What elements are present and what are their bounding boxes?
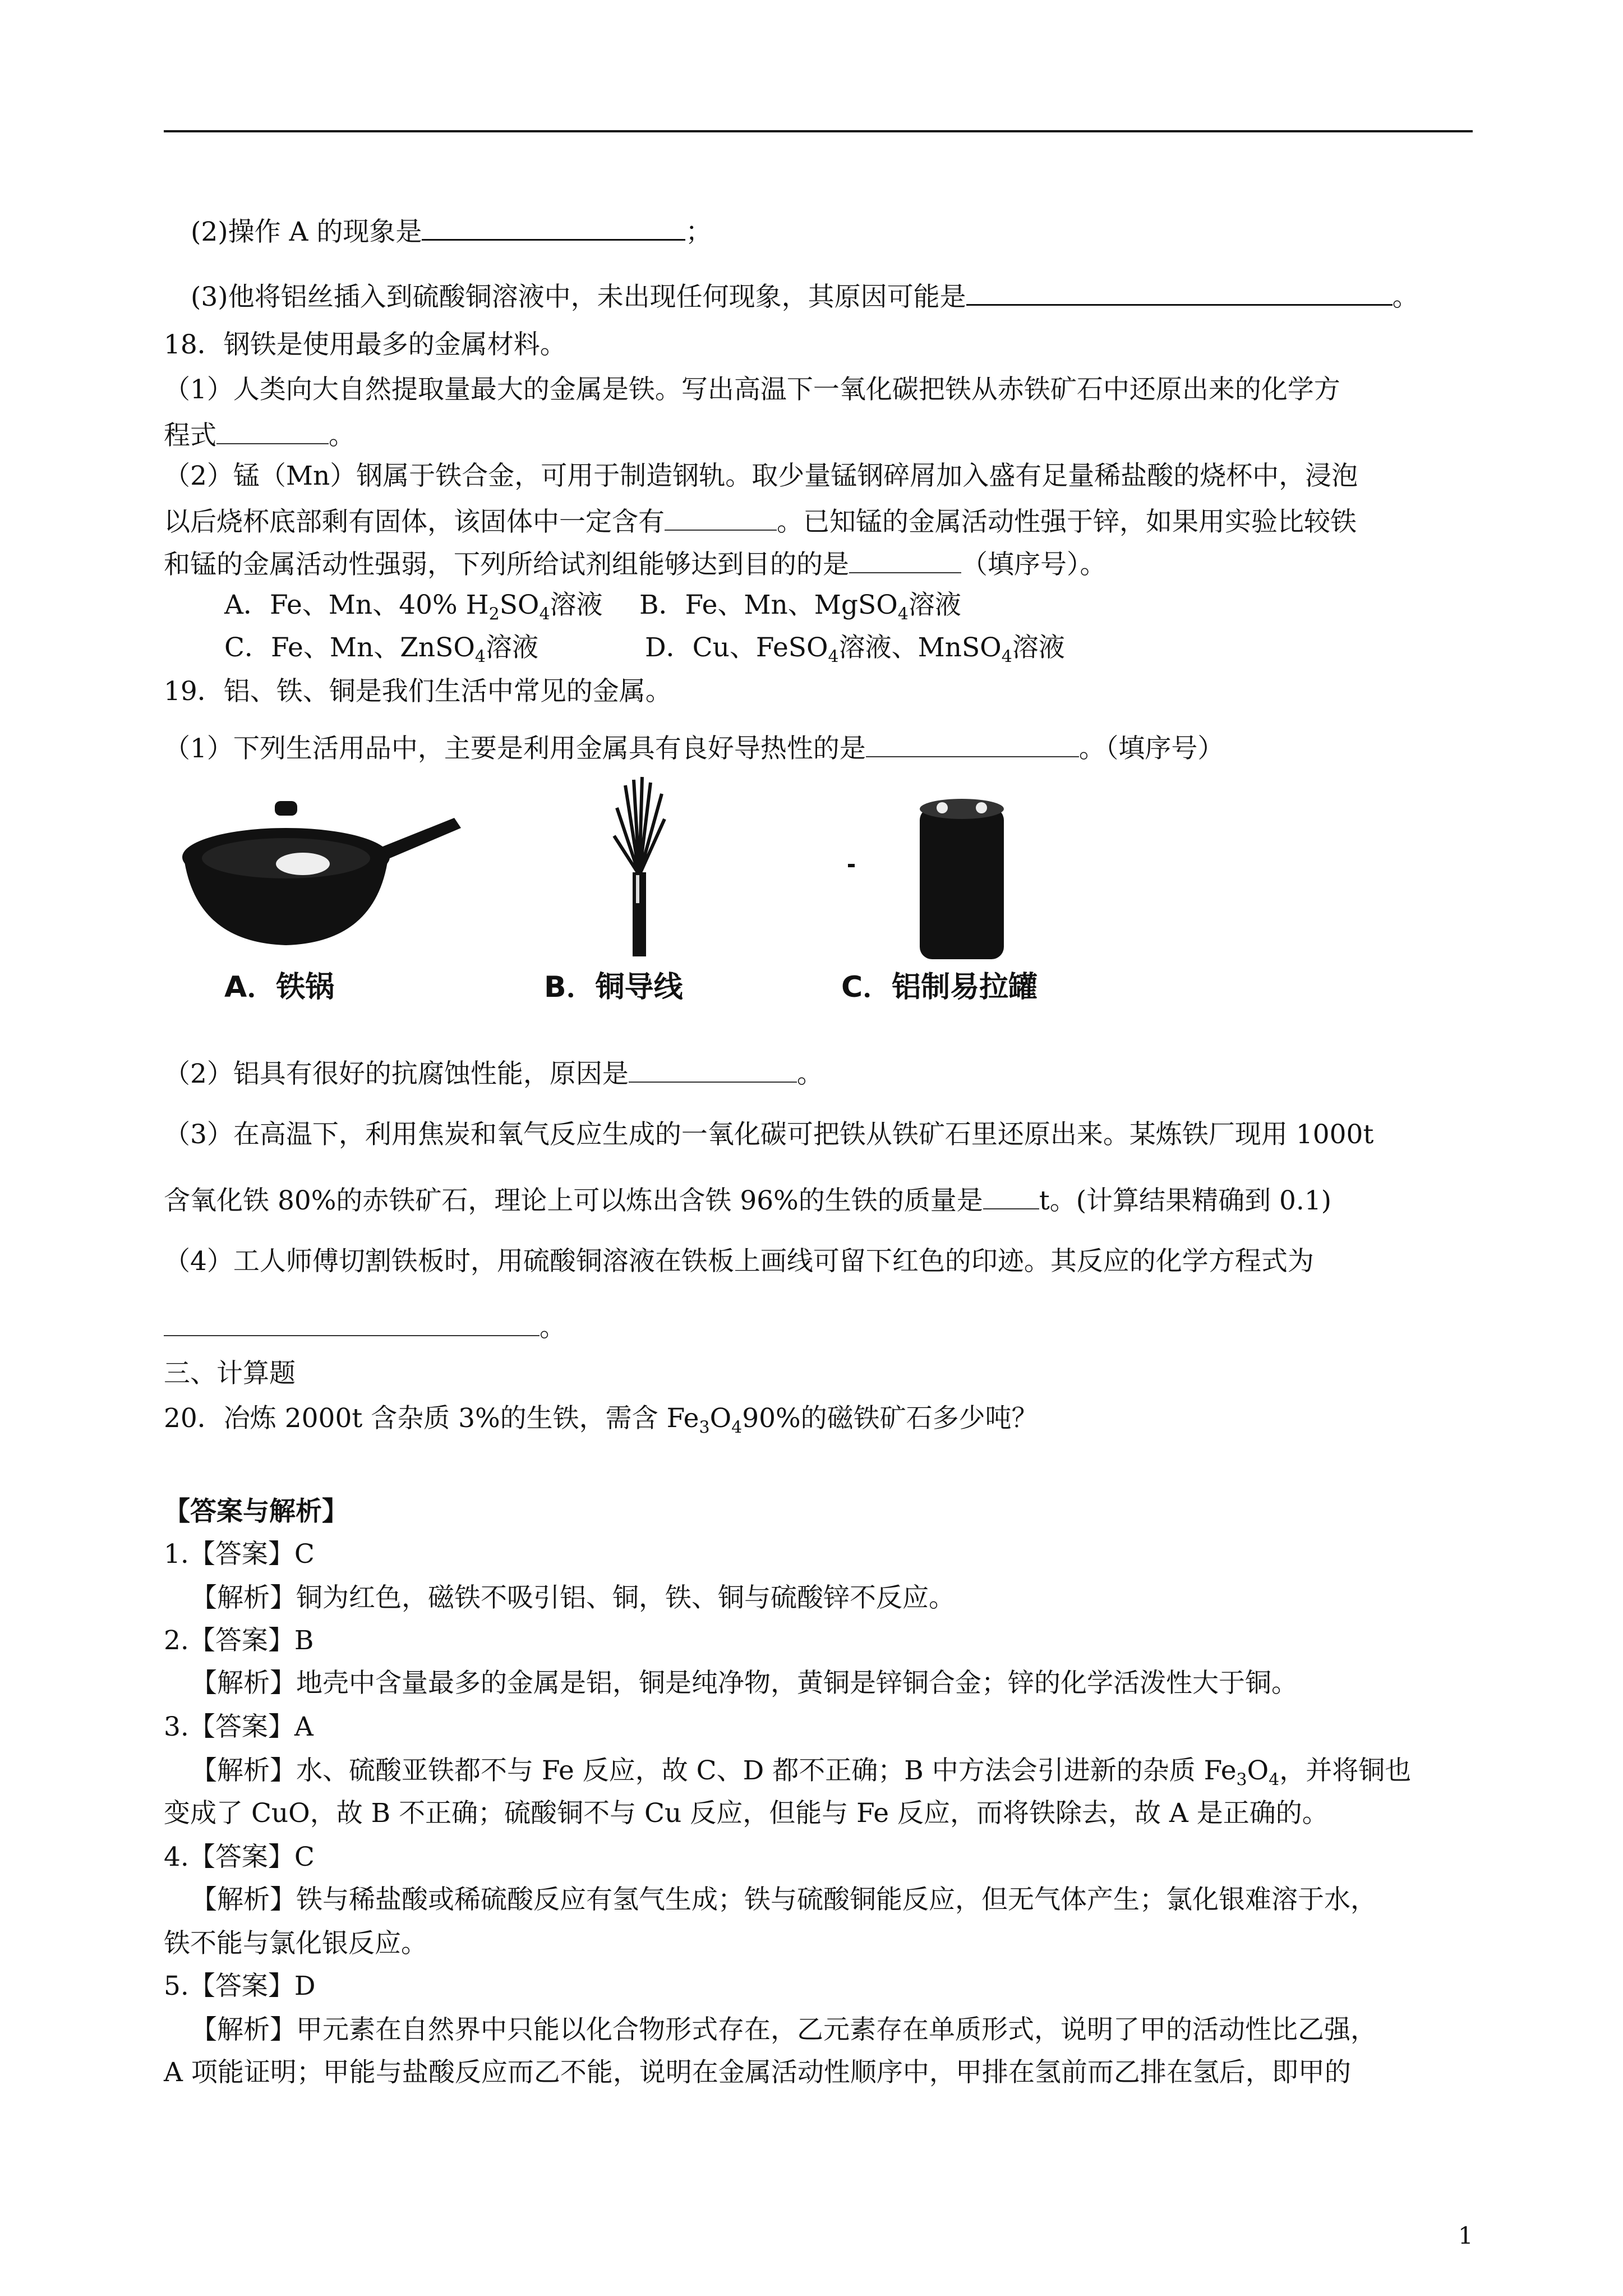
- q18-stem: 18．钢铁是使用最多的金属材料。: [164, 329, 566, 360]
- q18-part1-line1: （1）人类向大自然提取量最大的金属是铁。写出高温下一氧化碳把铁从赤铁矿石中还原出来的化学方: [164, 374, 1340, 405]
- q17-part3: (3)他将铝丝插入到硫酸铜溶液中，未出现任何现象，其原因可能是 。: [191, 277, 1419, 314]
- explanation-4-line1: 【解析】铁与稀盐酸或稀硫酸反应有氢气生成；铁与硫酸铜能反应，但无气体产生；氯化银难溶于水，: [191, 1884, 1377, 1915]
- q18-part1-line2: 程式 。: [164, 416, 355, 453]
- copper-wire-figure: [594, 774, 684, 965]
- q18-option-a: A．Fe、Mn、40% $H_2SO_4$溶液: [224, 590, 603, 624]
- answer-blank[interactable]: [966, 277, 1393, 306]
- page-number: 1: [1458, 2222, 1473, 2249]
- q18-part2-line1: （2）锰（Mn）钢属于铁合金，可用于制造钢轨。取少量锰钢碎屑加入盛有足量稀盐酸的烧杯中，浸泡: [164, 461, 1358, 491]
- q19-part3-line1: （3）在高温下，利用焦炭和氧气反应生成的一氧化碳可把铁从铁矿石里还原出来。某炼铁厂现用 1000t: [164, 1119, 1374, 1150]
- answer-blank[interactable]: [629, 1055, 797, 1083]
- section-title: 三、计算题: [164, 1358, 296, 1389]
- q18-option-c: C．Fe、Mn、ZnSO$_4$溶液: [224, 632, 538, 667]
- answer-blank[interactable]: [983, 1181, 1039, 1209]
- header-rule: [164, 130, 1473, 132]
- answer-1: 1.【答案】C: [164, 1539, 315, 1570]
- answers-title: 【答案与解析】: [164, 1496, 348, 1527]
- explanation-3-line1: 【解析】水、硫酸亚铁都不与 Fe 反应，故 C、D 都不正确；B 中方法会引进新的杂质 $Fe_3O_4$，并将铜也: [191, 1755, 1412, 1790]
- q18-option-d: D．Cu、FeSO$_4$溶液、MnSO$_4$溶液: [645, 632, 1065, 667]
- explanation-5-line2: A 项能证明；甲能与盐酸反应而乙不能，说明在金属活动性顺序中，甲排在氢前而乙排在氢后，即甲的: [164, 2057, 1351, 2088]
- q20: 20．冶炼 2000t 含杂质 3%的生铁，需含 $Fe_3O_490\%$的磁铁矿石多少吨？: [164, 1403, 1038, 1438]
- q17-part2: (2)操作 A 的现象是 ；: [191, 212, 712, 249]
- answer-blank[interactable]: [164, 1308, 540, 1336]
- answer-5: 5.【答案】D: [164, 1971, 316, 2001]
- q18-part2-line3: 和锰的金属活动性强弱，下列所给试剂组能够达到目的的是 （填序号）。: [164, 545, 1106, 582]
- aluminum-can-figure: [841, 774, 1021, 965]
- q18-option-b: B．Fe、Mn、MgSO$_4$溶液: [639, 590, 961, 624]
- explanation-3-line2: 变成了 CuO，故 B 不正确；硫酸铜不与 Cu 反应，但能与 Fe 反应，而将铁除去，故 A 是正确的。: [164, 1798, 1329, 1829]
- q19-stem: 19．铝、铁、铜是我们生活中常见的金属。: [164, 676, 672, 707]
- iron-wok-figure: [174, 774, 477, 965]
- answer-4: 4.【答案】C: [164, 1842, 315, 1872]
- answer-blank[interactable]: [216, 416, 329, 444]
- q19-part4-line2: 。: [164, 1308, 566, 1345]
- explanation-4-line2: 铁不能与氯化银反应。: [164, 1928, 427, 1959]
- q19-part2: （2）铝具有很好的抗腐蚀性能，原因是 。: [164, 1055, 823, 1091]
- answer-3: 3.【答案】A: [164, 1711, 313, 1742]
- explanation-1: 【解析】铜为红色，磁铁不吸引铝、铜，铁、铜与硫酸锌不反应。: [191, 1582, 955, 1613]
- figure-label-a: A．铁锅: [224, 970, 335, 1004]
- answer-blank[interactable]: [866, 729, 1079, 757]
- answer-2: 2.【答案】B: [164, 1625, 314, 1656]
- answer-blank[interactable]: [665, 503, 777, 531]
- q19-part3-line2: 含氧化铁 80%的赤铁矿石，理论上可以炼出含铁 96%的生铁的质量是 t。(计算结果精确到 0.1): [164, 1181, 1331, 1218]
- answer-blank[interactable]: [849, 545, 961, 573]
- q19-part4-line1: （4）工人师傅切割铁板时，用硫酸铜溶液在铁板上画线可留下红色的印迹。其反应的化学方程式为: [164, 1246, 1314, 1277]
- answer-blank[interactable]: [422, 212, 685, 241]
- explanation-2: 【解析】地壳中含量最多的金属是铝，铜是纯净物，黄铜是锌铜合金；锌的化学活泼性大于铜。: [191, 1668, 1298, 1699]
- q19-part1: （1）下列生活用品中，主要是利用金属具有良好导热性的是 。（填序号）: [164, 729, 1224, 766]
- explanation-5-line1: 【解析】甲元素在自然界中只能以化合物形式存在，乙元素存在单质形式，说明了甲的活动性比乙强，: [191, 2014, 1377, 2045]
- figure-label-c: C．铝制易拉罐: [841, 970, 1038, 1004]
- figure-label-b: B．铜导线: [544, 970, 683, 1004]
- q18-part2-line2: 以后烧杯底部剩有固体，该固体中一定含有 。已知锰的金属活动性强于锌，如果用实验比较铁: [164, 503, 1357, 539]
